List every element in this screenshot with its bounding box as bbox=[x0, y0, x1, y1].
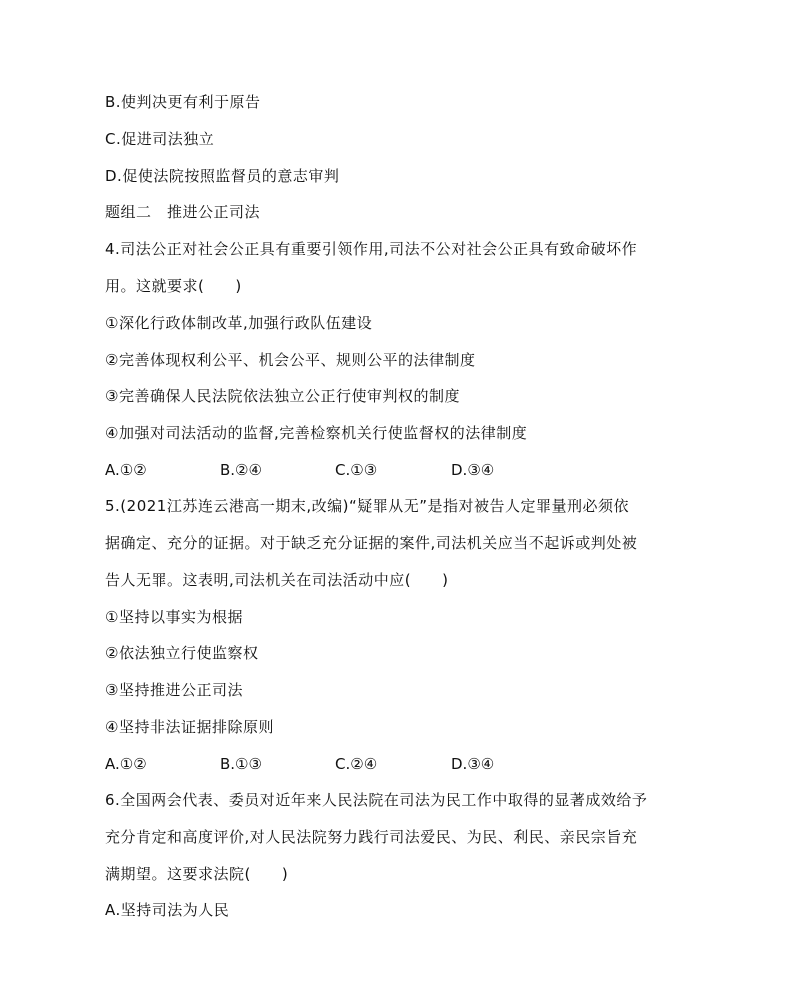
q5-choice-d: D.③④ bbox=[451, 755, 495, 773]
q5-choice-b: B.①③ bbox=[220, 755, 262, 773]
q4-choice-b: B.②④ bbox=[220, 461, 262, 479]
q5-item-4: ④坚持非法证据排除原则 bbox=[105, 718, 274, 736]
q4-item-2: ②完善体现权利公平、机会公平、规则公平的法律制度 bbox=[105, 351, 476, 369]
q6-option-a: A.坚持司法为人民 bbox=[105, 901, 230, 919]
q3-option-b: B.使判决更有利于原告 bbox=[105, 93, 261, 111]
q5-item-3: ③坚持推进公正司法 bbox=[105, 681, 243, 699]
q5-stem-line3: 告人无罪。这表明,司法机关在司法活动中应( ) bbox=[105, 571, 449, 589]
q6-stem-line2: 充分肯定和高度评价,对人民法院努力践行司法爱民、为民、利民、亲民宗旨充 bbox=[105, 828, 638, 846]
q5-choice-a: A.①② bbox=[105, 755, 147, 773]
q4-item-3: ③完善确保人民法院依法独立公正行使审判权的制度 bbox=[105, 387, 460, 405]
q3-option-d: D.促使法院按照监督员的意志审判 bbox=[105, 167, 340, 185]
q6-stem-line1: 6.全国两会代表、委员对近年来人民法院在司法为民工作中取得的显著成效给予 bbox=[105, 791, 648, 809]
q4-choice-c: C.①③ bbox=[335, 461, 378, 479]
q5-item-2: ②依法独立行使监察权 bbox=[105, 644, 259, 662]
q6-stem-line3: 满期望。这要求法院( ) bbox=[105, 865, 289, 883]
q4-choice-a: A.①② bbox=[105, 461, 147, 479]
group-title: 题组二 推进公正司法 bbox=[105, 203, 261, 221]
q5-item-1: ①坚持以事实为根据 bbox=[105, 608, 243, 626]
q4-stem-line1: 4.司法公正对社会公正具有重要引领作用,司法不公对社会公正具有致命破坏作 bbox=[105, 240, 638, 258]
q5-stem-line2: 据确定、充分的证据。对于缺乏充分证据的案件,司法机关应当不起诉或判处被 bbox=[105, 534, 638, 552]
q4-choice-d: D.③④ bbox=[451, 461, 495, 479]
q3-option-c: C.促进司法独立 bbox=[105, 130, 215, 148]
q4-stem-line2: 用。这就要求( ) bbox=[105, 277, 242, 295]
q4-item-4: ④加强对司法活动的监督,完善检察机关行使监督权的法律制度 bbox=[105, 424, 528, 442]
q5-choice-c: C.②④ bbox=[335, 755, 378, 773]
q5-stem-line1: 5.(2021江苏连云港高一期末,改编)“疑罪从无”是指对被告人定罪量刑必须依 bbox=[105, 497, 630, 515]
q4-item-1: ①深化行政体制改革,加强行政队伍建设 bbox=[105, 314, 373, 332]
